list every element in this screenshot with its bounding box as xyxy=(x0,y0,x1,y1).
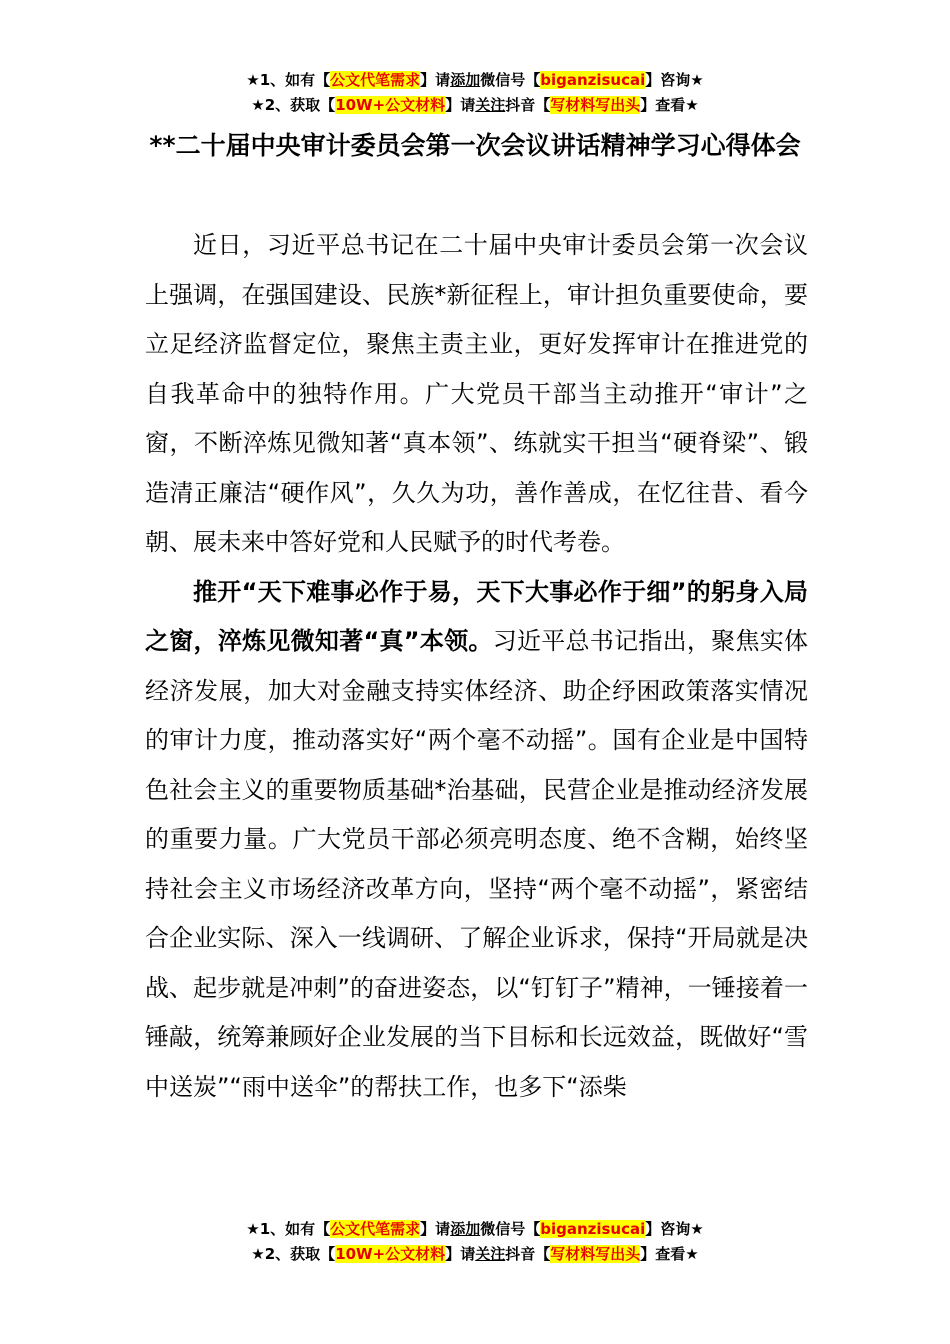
promo-line-2 xyxy=(0,93,950,118)
promo-text: ★1、如有【 xyxy=(246,71,331,89)
promo-text: 】请 xyxy=(445,96,476,114)
paragraph-2-heading: 推开“天下难事必作于易，天下大事必作于细”的躬身入局之窗，淬炼见微知著“真”本领。 xyxy=(145,577,808,655)
promo-highlight: 公文代笔需求 xyxy=(330,71,421,89)
paragraph-1: 近日，习近平总书记在二十届中央审计委员会第一次会议上强调，在强国建设、民族*新征程上，审计担负重要使命，要立足经济监督定位，聚焦主责主业，更好发挥审计在推进党的自我革命中的独特作用。广大党员干部当主动推开“审计”之窗，不断淬炼见微知著“真本领”、练就实干担当“硬脊梁”、锻造清正廉洁“硬作风”，久久为功，善作善成，在忆往昔、看今朝、展未来中答好党和人民赋予的时代考卷。 xyxy=(145,231,808,556)
promo-highlight: 10W+公文材料 xyxy=(335,96,446,114)
promo-text: 】咨询★ xyxy=(645,1220,704,1238)
document-body xyxy=(145,221,808,1112)
promo-text: 微信号【 xyxy=(480,1220,541,1238)
promo-banner-bottom xyxy=(0,1217,950,1267)
promo-text: 】请 xyxy=(420,71,451,89)
document-title: **二十届中央审计委员会第一次会议讲话精神学习心得体会 xyxy=(149,131,801,160)
promo-text: ★2、获取【 xyxy=(251,96,336,114)
promo-text: ★2、获取【 xyxy=(251,1245,336,1263)
promo-text: 】查看★ xyxy=(640,96,699,114)
promo-highlight: biganzisucai xyxy=(540,1220,646,1238)
promo-text: 】查看★ xyxy=(640,1245,699,1263)
promo-highlight: 写材料写出头 xyxy=(550,1245,641,1263)
promo-banner-top xyxy=(0,68,950,118)
promo-text: 抖音【 xyxy=(505,1245,551,1263)
promo-text: 微信号【 xyxy=(480,71,541,89)
promo-underline: 添加 xyxy=(450,71,481,89)
promo-highlight: 公文代笔需求 xyxy=(330,1220,421,1238)
promo-text: 】请 xyxy=(445,1245,476,1263)
promo-underline: 关注 xyxy=(475,96,506,114)
promo-underline: 关注 xyxy=(475,1245,506,1263)
promo-line-1 xyxy=(0,1217,950,1242)
promo-line-2 xyxy=(0,1242,950,1267)
promo-text: 抖音【 xyxy=(505,96,551,114)
promo-highlight: 写材料写出头 xyxy=(550,96,641,114)
promo-text: ★1、如有【 xyxy=(246,1220,331,1238)
promo-text: 】请 xyxy=(420,1220,451,1238)
promo-underline: 添加 xyxy=(450,1220,481,1238)
promo-line-1 xyxy=(0,68,950,93)
paragraph-2-text: 习近平总书记指出，聚焦实体经济发展，加大对金融支持实体经济、助企纾困政策落实情况的审计力度，推动落实好“两个毫不动摇”。国有企业是中国特色社会主义的重要物质基础*治基础，民营企业是推动经济发展的重要力量。广大党员干部必须亮明态度、绝不含糊，始终坚持社会主义市场经济改革方向，坚持“两个毫不动摇”，紧密结合企业实际、深入一线调研、了解企业诉求，保持“开局就是决战、起步就是冲刺”的奋进姿态，以“钉钉子”精神，一锤接着一锤敲，统筹兼顾好企业发展的当下目标和长远效益，既做好“雪中送炭”“雨中送伞”的帮扶工作，也多下“添柴 xyxy=(145,627,808,1101)
paragraph-2 xyxy=(145,568,808,1113)
promo-highlight: biganzisucai xyxy=(540,71,646,89)
promo-highlight: 10W+公文材料 xyxy=(335,1245,446,1263)
promo-text: 】咨询★ xyxy=(645,71,704,89)
